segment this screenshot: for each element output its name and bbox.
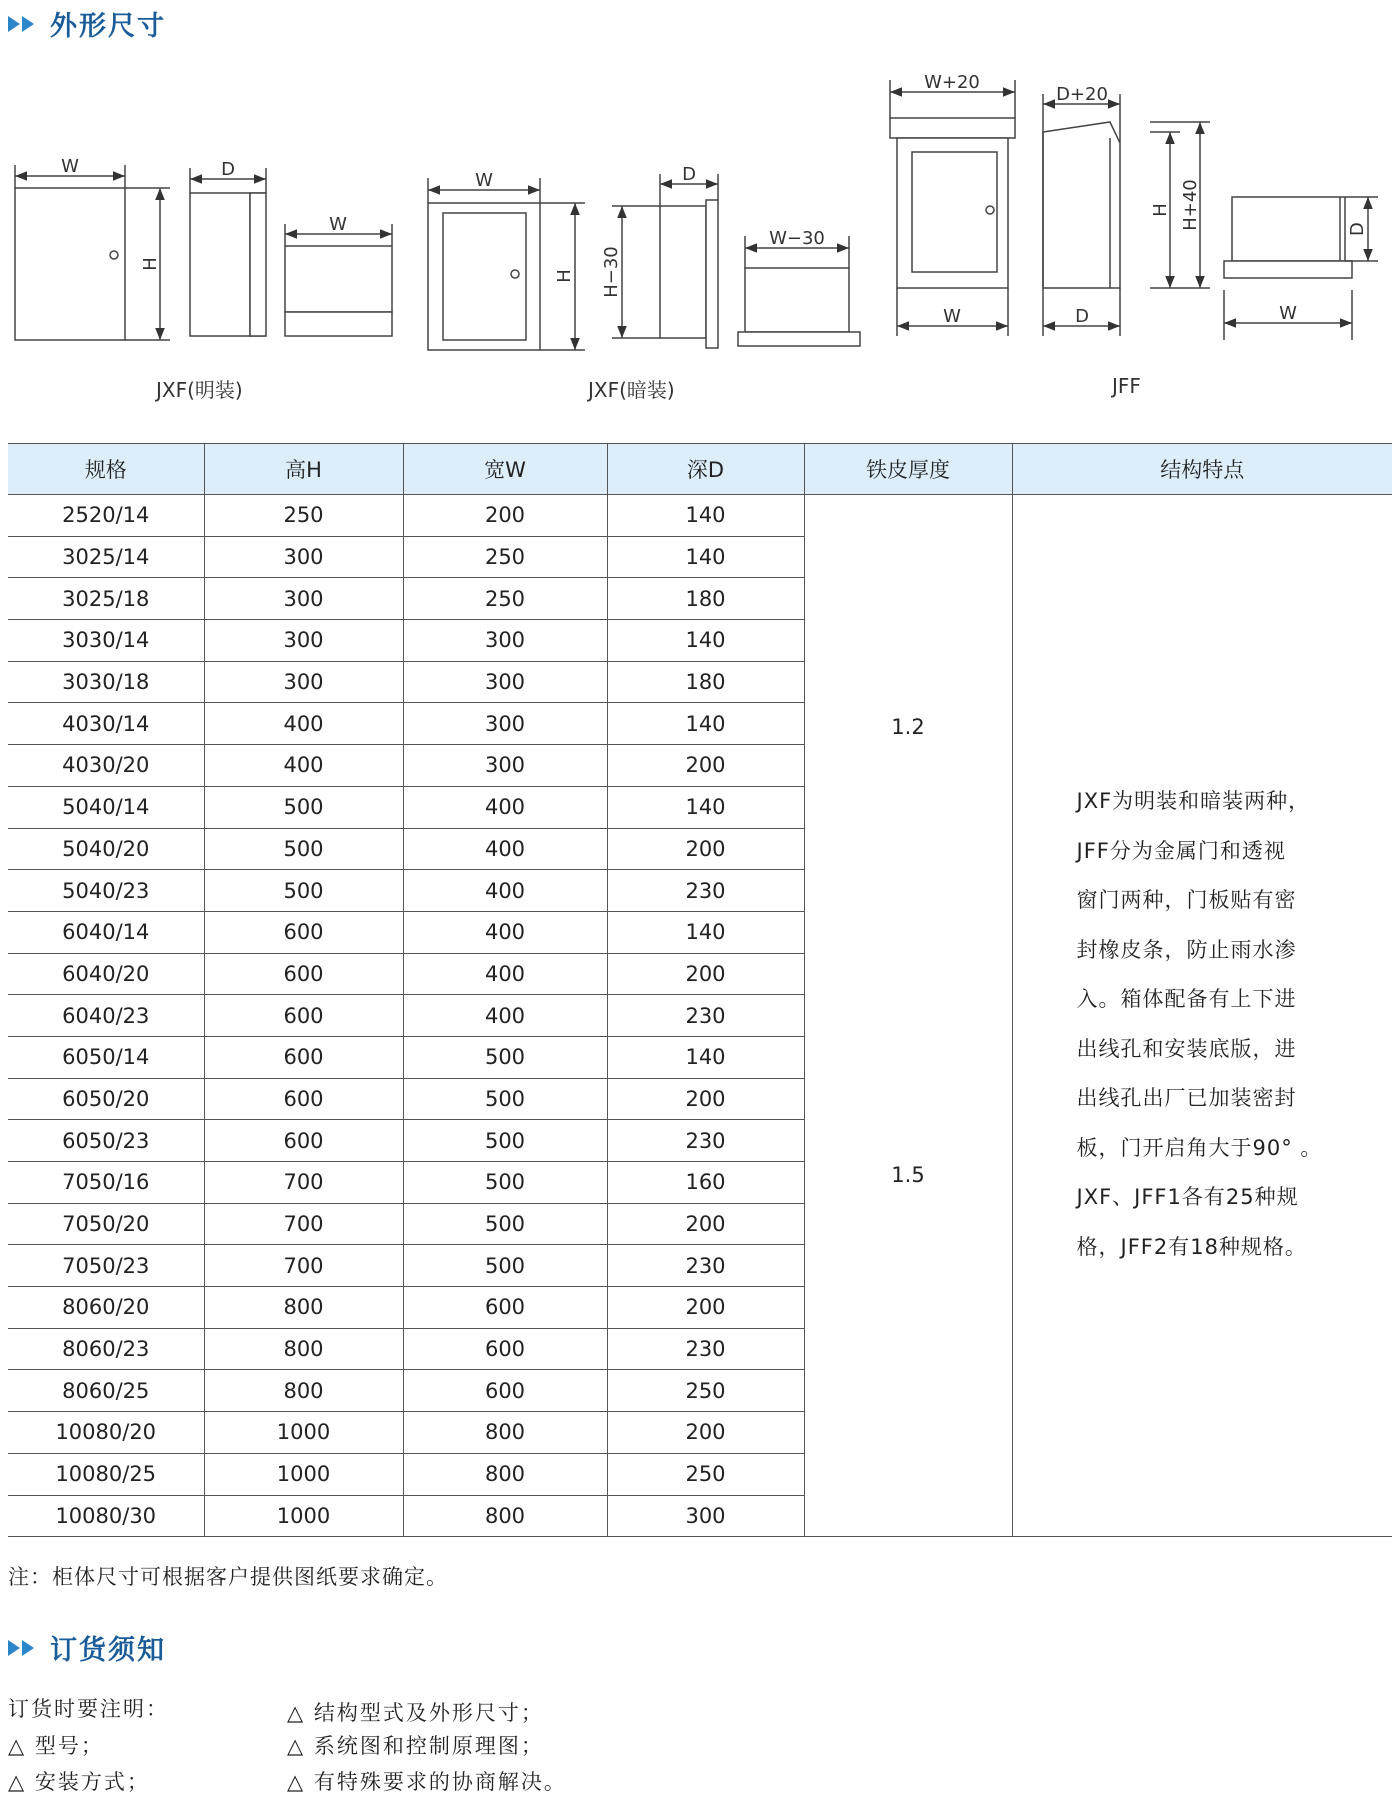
- jff-front-view: [890, 80, 1015, 336]
- cell-spec: 4030/20: [8, 745, 204, 787]
- cell-width: 300: [403, 703, 607, 745]
- cell-spec: 5040/14: [8, 786, 204, 828]
- cell-height: 700: [204, 1162, 403, 1204]
- section-title-dimensions: [8, 4, 166, 43]
- table-header-row: [8, 444, 1392, 495]
- cell-depth: 140: [607, 495, 804, 537]
- dim-label: H: [140, 257, 161, 271]
- cell-depth: 230: [607, 995, 804, 1037]
- cell-height: 1000: [204, 1412, 403, 1454]
- features-line: JXF、JFF1各有25种规: [1076, 1185, 1299, 1209]
- cell-width: 250: [403, 536, 607, 578]
- cell-thickness: [804, 495, 1012, 1537]
- features-line: 格，JFF2有18种规格。: [1076, 1234, 1307, 1259]
- cell-height: 600: [204, 1120, 403, 1162]
- cell-spec: 8060/23: [8, 1328, 204, 1370]
- cell-height: 1000: [204, 1495, 403, 1537]
- features-line: 窗门两种，门板贴有密: [1076, 888, 1297, 912]
- caption-jxf-surface: JXF(明装): [156, 378, 243, 402]
- cell-spec: 3025/18: [8, 578, 204, 620]
- cell-width: 200: [403, 495, 607, 537]
- cell-height: 300: [204, 578, 403, 620]
- cell-height: 500: [204, 828, 403, 870]
- cell-spec: 2520/14: [8, 495, 204, 537]
- cell-width: 500: [403, 1203, 607, 1245]
- dim-label: D: [1347, 222, 1368, 236]
- cell-width: 400: [403, 911, 607, 953]
- jxf-flush-top-view: [738, 236, 860, 346]
- cell-depth: 140: [607, 620, 804, 662]
- cell-height: 600: [204, 953, 403, 995]
- cell-width: 500: [403, 1120, 607, 1162]
- cell-width: 500: [403, 1078, 607, 1120]
- cell-depth: 200: [607, 745, 804, 787]
- order-line: △ 有特殊要求的协商解决。: [287, 1770, 567, 1794]
- dim-label: D: [1075, 306, 1089, 327]
- dim-label: W: [1279, 303, 1297, 324]
- cell-depth: 200: [607, 1078, 804, 1120]
- cell-depth: 300: [607, 1495, 804, 1537]
- order-line: △ 系统图和控制原理图；: [287, 1734, 544, 1758]
- cell-depth: 140: [607, 536, 804, 578]
- header-depth: 深D: [607, 444, 804, 495]
- caption-jff: JFF: [1112, 374, 1141, 398]
- cell-depth: 140: [607, 911, 804, 953]
- cell-depth: 200: [607, 828, 804, 870]
- dim-label: D: [682, 164, 696, 185]
- cell-depth: 200: [607, 953, 804, 995]
- cell-width: 500: [403, 1162, 607, 1204]
- cell-height: 800: [204, 1287, 403, 1329]
- cell-spec: 6040/14: [8, 911, 204, 953]
- cell-depth: 180: [607, 661, 804, 703]
- cell-height: 500: [204, 786, 403, 828]
- cell-spec: 3030/14: [8, 620, 204, 662]
- jff-side-view: [1043, 94, 1120, 336]
- cell-spec: 6050/23: [8, 1120, 204, 1162]
- cell-height: 600: [204, 995, 403, 1037]
- cell-height: 700: [204, 1203, 403, 1245]
- cell-height: 800: [204, 1328, 403, 1370]
- cell-height: 500: [204, 870, 403, 912]
- cell-width: 300: [403, 620, 607, 662]
- cell-spec: 5040/20: [8, 828, 204, 870]
- cell-depth: 200: [607, 1287, 804, 1329]
- note-text: 注：柜体尺寸可根据客户提供图纸要求确定。: [8, 1565, 448, 1589]
- order-line: △ 结构型式及外形尺寸；: [287, 1701, 544, 1725]
- cell-depth: 230: [607, 1245, 804, 1287]
- cell-spec: 10080/25: [8, 1453, 204, 1495]
- cell-depth: 250: [607, 1453, 804, 1495]
- cell-depth: 250: [607, 1370, 804, 1412]
- cell-depth: 140: [607, 786, 804, 828]
- dim-label: D: [221, 159, 235, 180]
- cell-width: 400: [403, 953, 607, 995]
- section-title-text: 外形尺寸: [50, 11, 166, 42]
- double-arrow-icon: [8, 16, 36, 32]
- cell-depth: 230: [607, 1120, 804, 1162]
- jxf-flush-side-view: [612, 174, 718, 348]
- features-text: [1077, 777, 1357, 1272]
- dim-label: W−30: [769, 228, 825, 249]
- caption-jxf-flush: JXF(暗装): [588, 378, 675, 402]
- cell-height: 1000: [204, 1453, 403, 1495]
- features-line: 板，门开启角大于90° 。: [1076, 1135, 1323, 1160]
- jxf-surface-top-view: [285, 224, 392, 336]
- dim-label: W: [329, 214, 347, 235]
- header-width: 宽W: [403, 444, 607, 495]
- dim-label: W: [475, 170, 493, 191]
- spec-table: [8, 443, 1392, 1537]
- cell-spec: 7050/16: [8, 1162, 204, 1204]
- cell-spec: 8060/25: [8, 1370, 204, 1412]
- dim-label: W: [943, 306, 961, 327]
- cell-depth: 140: [607, 703, 804, 745]
- cell-height: 300: [204, 620, 403, 662]
- cell-depth: 200: [607, 1203, 804, 1245]
- table-row: [8, 495, 1392, 537]
- header-height: 高H: [204, 444, 403, 495]
- cell-height: 250: [204, 495, 403, 537]
- features-line: 封橡皮条，防止雨水渗: [1076, 937, 1297, 962]
- cell-features: [1012, 495, 1392, 1537]
- cell-width: 500: [403, 1036, 607, 1078]
- cell-width: 800: [403, 1412, 607, 1454]
- dimension-diagrams: [0, 60, 1400, 410]
- cell-spec: 10080/30: [8, 1495, 204, 1537]
- cell-height: 600: [204, 1078, 403, 1120]
- dim-label: H−30: [601, 246, 622, 298]
- features-line: 出线孔和安装底版，进: [1076, 1036, 1297, 1061]
- dim-label: H: [554, 269, 575, 283]
- cell-height: 300: [204, 661, 403, 703]
- thickness-value: 1.2: [891, 715, 925, 739]
- dim-label: W+20: [924, 72, 980, 93]
- dim-label: H+40: [1180, 179, 1201, 231]
- cell-depth: 230: [607, 870, 804, 912]
- order-line: △ 型号；: [8, 1734, 104, 1758]
- cell-spec: 6040/20: [8, 953, 204, 995]
- cell-width: 600: [403, 1328, 607, 1370]
- dim-label: H: [1150, 203, 1171, 217]
- cell-width: 500: [403, 1245, 607, 1287]
- thickness-value: 1.5: [891, 1163, 925, 1187]
- order-line: △ 安装方式；: [8, 1770, 150, 1794]
- cell-width: 300: [403, 661, 607, 703]
- cell-height: 700: [204, 1245, 403, 1287]
- cell-height: 600: [204, 1036, 403, 1078]
- cell-spec: 4030/14: [8, 703, 204, 745]
- cell-spec: 5040/23: [8, 870, 204, 912]
- cell-width: 250: [403, 578, 607, 620]
- section-title-ordering: [8, 1628, 166, 1667]
- order-line: 订货时要注明：: [8, 1697, 169, 1721]
- cell-height: 300: [204, 536, 403, 578]
- dim-label: D+20: [1056, 84, 1108, 105]
- features-line: 入。箱体配备有上下进: [1076, 987, 1297, 1011]
- cell-width: 800: [403, 1453, 607, 1495]
- dim-label: W: [61, 156, 79, 177]
- cell-spec: 6040/23: [8, 995, 204, 1037]
- double-arrow-icon: [8, 1640, 36, 1656]
- cell-height: 600: [204, 911, 403, 953]
- cell-spec: 6050/14: [8, 1036, 204, 1078]
- cell-depth: 180: [607, 578, 804, 620]
- header-spec: 规格: [8, 444, 204, 495]
- cell-spec: 3030/18: [8, 661, 204, 703]
- cell-height: 800: [204, 1370, 403, 1412]
- jff-top-view: [1224, 197, 1378, 340]
- jxf-surface-front-view: [15, 165, 170, 340]
- cell-depth: 200: [607, 1412, 804, 1454]
- cell-spec: 8060/20: [8, 1287, 204, 1329]
- header-thickness: 铁皮厚度: [804, 444, 1012, 495]
- features-line: 出线孔出厂已加装密封: [1076, 1086, 1297, 1110]
- header-features: 结构特点: [1012, 444, 1392, 495]
- cell-width: 400: [403, 828, 607, 870]
- cell-width: 400: [403, 786, 607, 828]
- cell-spec: 3025/14: [8, 536, 204, 578]
- section-title-text: 订货须知: [50, 1635, 166, 1666]
- cell-spec: 10080/20: [8, 1412, 204, 1454]
- features-line: JFF分为金属门和透视: [1076, 838, 1286, 863]
- features-line: JXF为明装和暗装两种，: [1076, 789, 1311, 813]
- cell-height: 400: [204, 745, 403, 787]
- cell-depth: 140: [607, 1036, 804, 1078]
- cell-width: 300: [403, 745, 607, 787]
- cell-spec: 7050/23: [8, 1245, 204, 1287]
- jxf-surface-side-view: [190, 168, 266, 336]
- jxf-flush-front-view: [428, 178, 585, 350]
- cell-width: 400: [403, 995, 607, 1037]
- cell-width: 800: [403, 1495, 607, 1537]
- cell-width: 600: [403, 1370, 607, 1412]
- cell-depth: 230: [607, 1328, 804, 1370]
- cell-depth: 160: [607, 1162, 804, 1204]
- cell-spec: 7050/20: [8, 1203, 204, 1245]
- cell-width: 600: [403, 1287, 607, 1329]
- cell-height: 400: [204, 703, 403, 745]
- cell-width: 400: [403, 870, 607, 912]
- cell-spec: 6050/20: [8, 1078, 204, 1120]
